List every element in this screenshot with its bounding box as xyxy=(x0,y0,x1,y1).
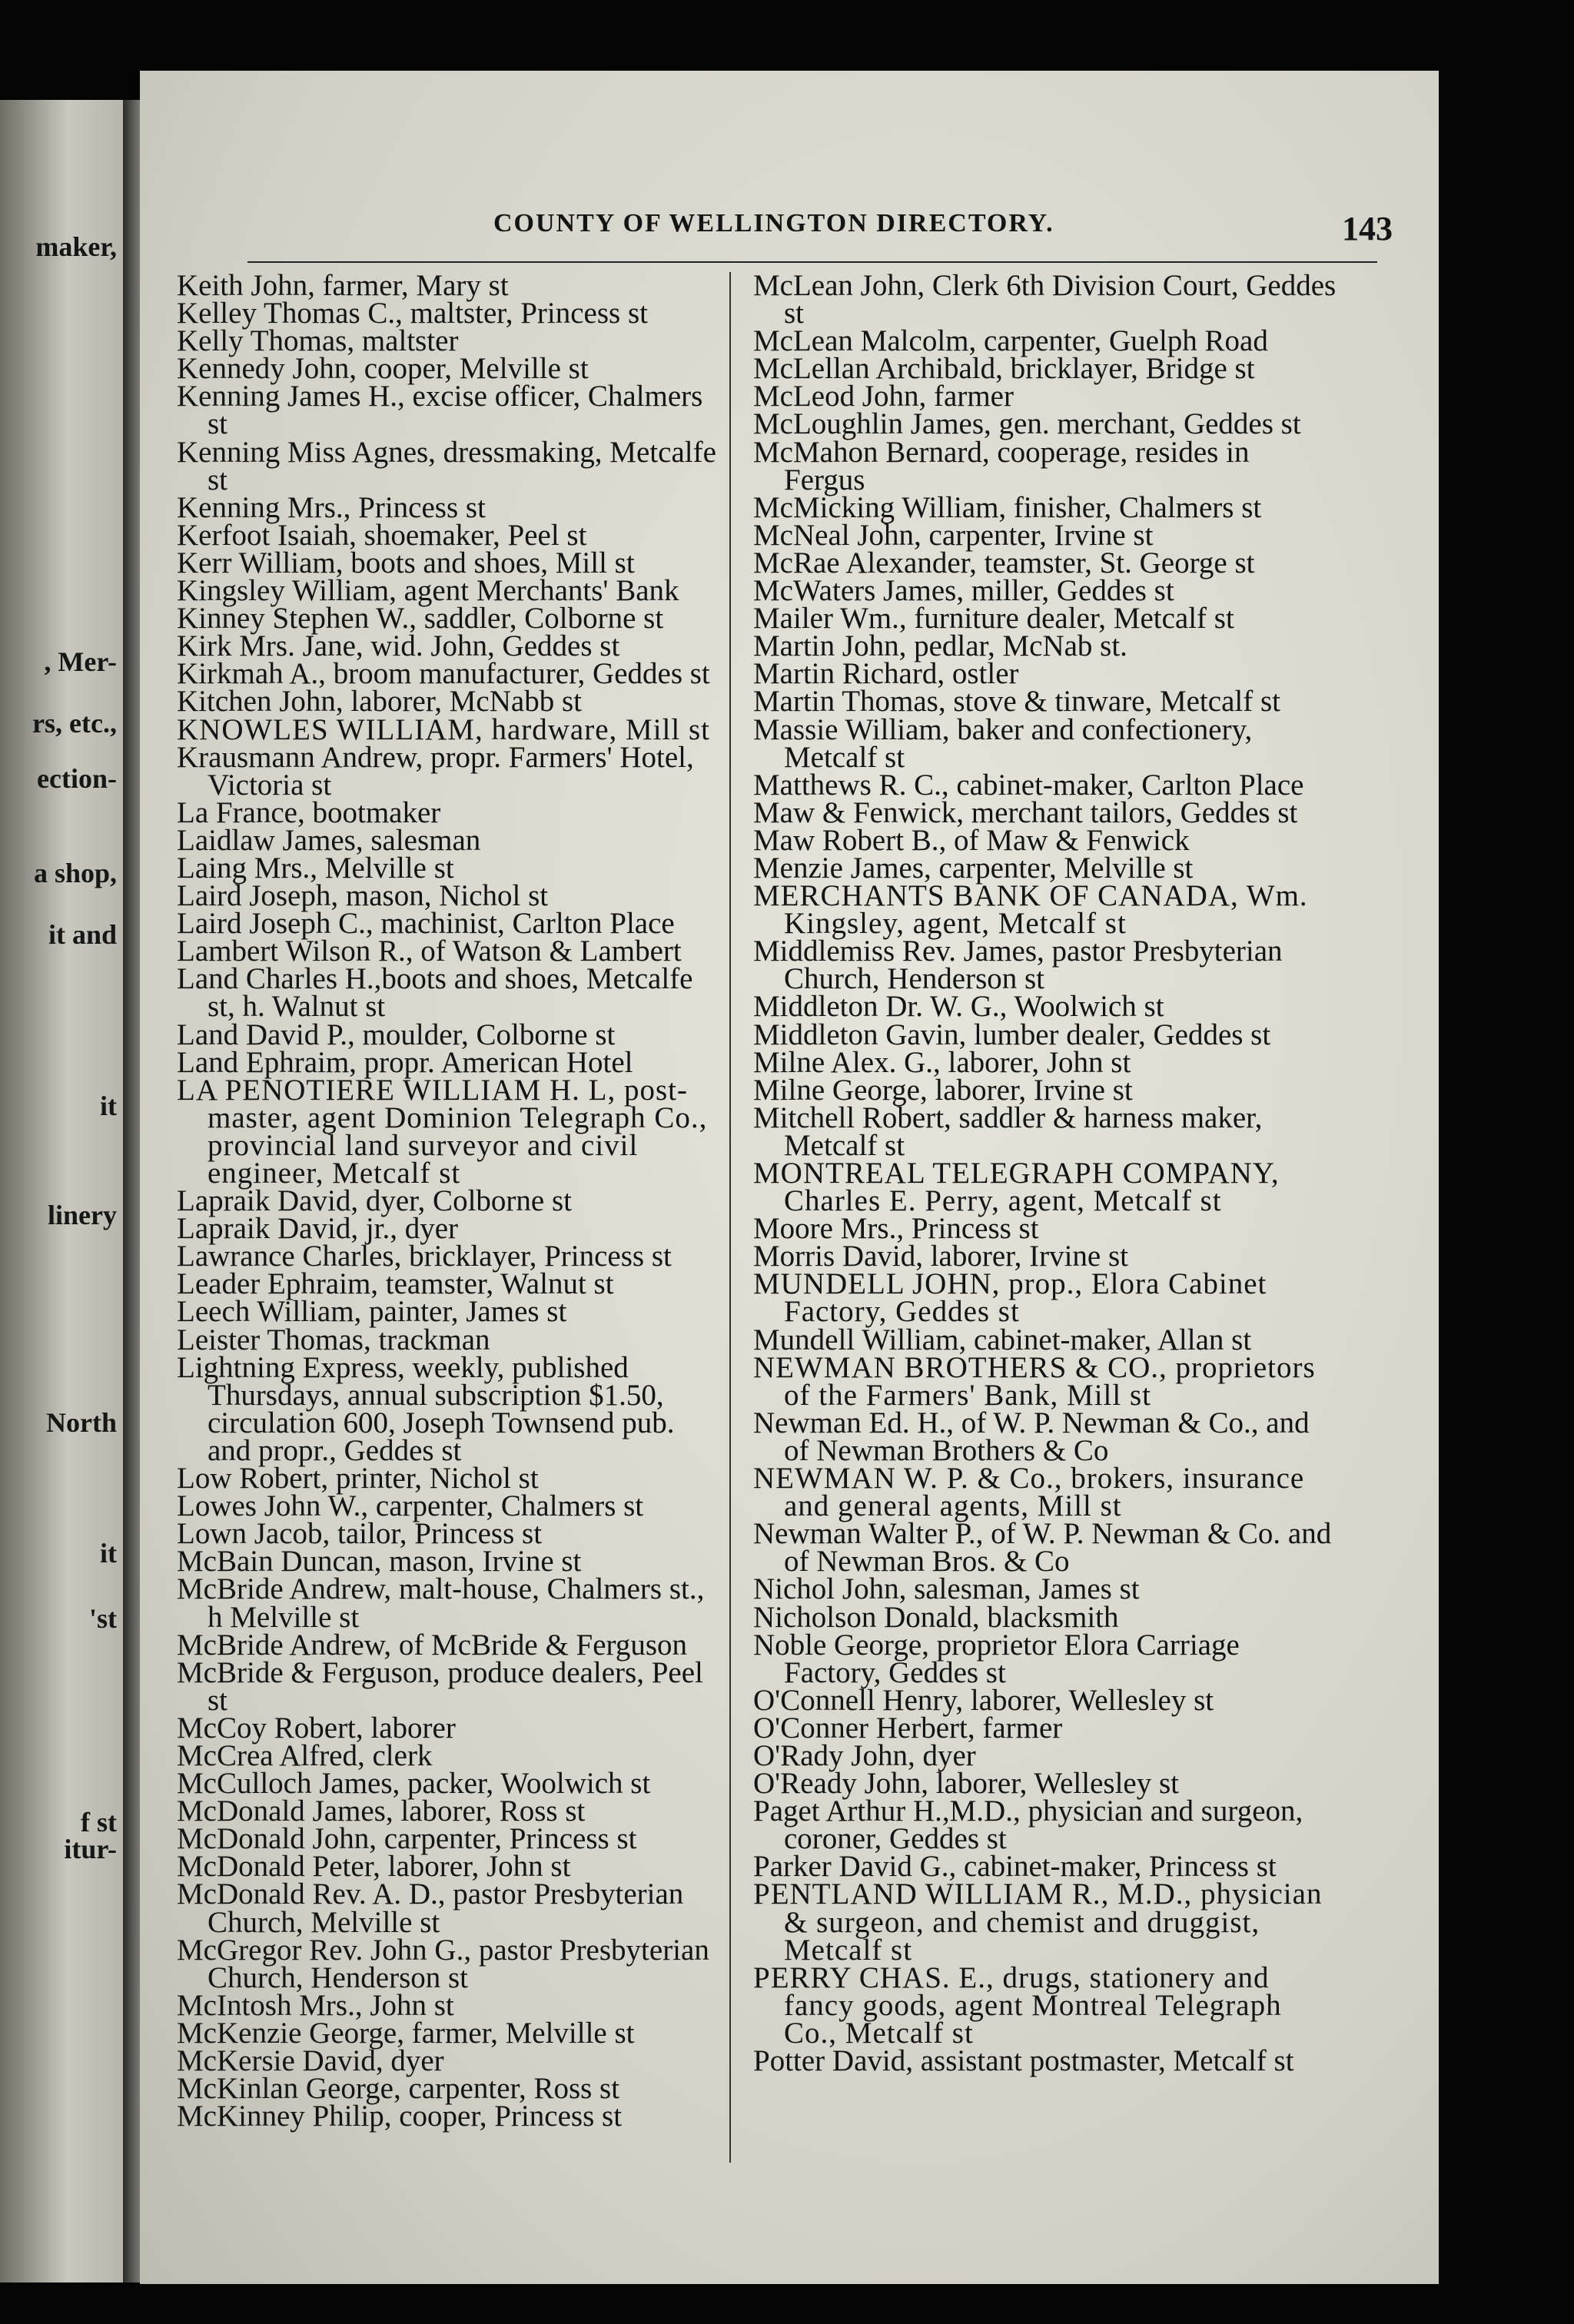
directory-entry: MUNDELL JOHN, prop., Elora Cabinet Factory, Geddes st xyxy=(753,1267,1267,1329)
directory-entry: Lapraik David, dyer, Colborne st xyxy=(177,1184,572,1218)
directory-entry: Middlemiss Rev. James, pastor Presbyterian Church, Henderson st xyxy=(753,935,1283,996)
directory-entry: McIntosh Mrs., John st xyxy=(177,1988,454,2022)
directory-entry: Leader Ephraim, teamster, Walnut st xyxy=(177,1267,614,1301)
directory-entry: Kenning Mrs., Princess st xyxy=(177,490,486,524)
directory-entry: Laidlaw James, salesman xyxy=(177,823,481,857)
directory-entry: Kenning Miss Agnes, dressmaking, Metcalfe st xyxy=(177,435,716,496)
directory-entry: McCoy Robert, laborer xyxy=(177,1711,456,1745)
directory-entry: Middleton Gavin, lumber dealer, Geddes st xyxy=(753,1018,1271,1051)
header-rule xyxy=(247,261,1377,263)
directory-entry: Kelly Thomas, maltster xyxy=(177,324,459,358)
directory-entry: Morris David, laborer, Irvine st xyxy=(753,1240,1128,1273)
page-number: 143 xyxy=(1342,210,1393,247)
directory-entry: O'Conner Herbert, farmer xyxy=(753,1711,1063,1745)
directory-entry: McLoughlin James, gen. merchant, Geddes st xyxy=(753,407,1301,441)
directory-entry: MERCHANTS BANK OF CANADA, Wm. Kingsley, agent, Metcalf st xyxy=(753,879,1308,941)
directory-entry: Kirk Mrs. Jane, wid. John, Geddes st xyxy=(177,629,620,663)
directory-entry: Menzie James, carpenter, Melville st xyxy=(753,851,1194,885)
directory-entry: Lown Jacob, tailor, Princess st xyxy=(177,1517,543,1551)
directory-entry: Moore Mrs., Princess st xyxy=(753,1212,1039,1246)
directory-entry: McCulloch James, packer, Woolwich st xyxy=(177,1767,651,1801)
right-column xyxy=(753,269,1337,2077)
directory-entry: Martin Richard, ostler xyxy=(753,657,1019,691)
prev-page-text: 'st xyxy=(89,1603,117,1634)
directory-entry: McBride Andrew, of McBride & Ferguson xyxy=(177,1628,687,1662)
directory-entry: Martin Thomas, stove & tinware, Metcalf st xyxy=(753,685,1280,719)
directory-entry: Keith John, farmer, Mary st xyxy=(177,269,509,302)
directory-page xyxy=(140,71,1439,2284)
directory-entry: Potter David, assistant postmaster, Metcalf st xyxy=(753,2044,1294,2077)
previous-page-fragment xyxy=(0,100,123,2282)
directory-entry: Paget Arthur H.,M.D., physician and surgeon, coroner, Geddes st xyxy=(753,1794,1303,1856)
directory-entry: PERRY CHAS. E., drugs, stationery and fancy goods, agent Montreal Telegraph Co., Metcalf st xyxy=(753,1960,1282,2050)
book-gutter xyxy=(123,100,140,2282)
directory-entry: McBride Andrew, malt-house, Chalmers st., h Melville st xyxy=(177,1572,705,1634)
directory-entry: Mitchell Robert, saddler & harness maker, Metcalf st xyxy=(753,1101,1263,1162)
directory-entry: Kerfoot Isaiah, shoemaker, Peel st xyxy=(177,518,587,552)
directory-entry: McLean John, Clerk 6th Division Court, Geddes st xyxy=(753,269,1337,330)
directory-entry: McKinney Philip, cooper, Princess st xyxy=(177,2100,623,2133)
directory-entry: NEWMAN W. P. & Co., brokers, insurance and general agents, Mill st xyxy=(753,1462,1305,1523)
directory-entry: Newman Ed. H., of W. P. Newman & Co., and of Newman Brothers & Co xyxy=(753,1406,1310,1467)
directory-entry: LA PENOTIERE WILLIAM H. L, post-master, agent Dominion Telegraph Co., provincial land surveyor and civil engineer, Metcalf st xyxy=(177,1073,708,1190)
directory-entry: McLeod John, farmer xyxy=(753,380,1014,413)
directory-entry: Kitchen John, laborer, McNabb st xyxy=(177,685,582,719)
directory-entry: McBain Duncan, mason, Irvine st xyxy=(177,1545,582,1579)
prev-page-text: itur- xyxy=(64,1834,117,1864)
directory-entry: Land Ephraim, propr. American Hotel xyxy=(177,1045,633,1079)
directory-entry: Kirkmah A., broom manufacturer, Geddes st xyxy=(177,657,710,691)
prev-page-text: ection- xyxy=(37,763,117,794)
directory-entry: McDonald Rev. A. D., pastor Presbyterian Church, Melville st xyxy=(177,1877,684,1939)
directory-entry: McDonald John, carpenter, Princess st xyxy=(177,1822,637,1856)
directory-entry: Kerr William, boots and shoes, Mill st xyxy=(177,546,635,579)
prev-page-text: North xyxy=(46,1407,117,1438)
directory-entry: Kennedy John, cooper, Melville st xyxy=(177,352,589,386)
directory-entry: Leech William, painter, James st xyxy=(177,1295,567,1329)
directory-entry: Milne George, laborer, Irvine st xyxy=(753,1073,1133,1107)
directory-entry: Leister Thomas, trackman xyxy=(177,1323,490,1356)
directory-entry: Maw Robert B., of Maw & Fenwick xyxy=(753,823,1190,857)
directory-entry: Lambert Wilson R., of Watson & Lambert xyxy=(177,935,682,968)
prev-page-text: rs, etc., xyxy=(32,708,117,739)
directory-entry: KNOWLES WILLIAM, hardware, Mill st xyxy=(177,712,710,746)
directory-entry: McDonald Peter, laborer, John st xyxy=(177,1850,571,1884)
directory-entry: Massie William, baker and confectionery, Metcalf st xyxy=(753,712,1253,774)
directory-entry: Parker David G., cabinet-maker, Princess st xyxy=(753,1850,1277,1884)
directory-entry: La France, bootmaker xyxy=(177,795,441,829)
directory-entry: Lapraik David, jr., dyer xyxy=(177,1212,459,1246)
directory-entry: MONTREAL TELEGRAPH COMPANY, Charles E. Perry, agent, Metcalf st xyxy=(753,1157,1280,1218)
page-header xyxy=(140,209,1439,263)
directory-entry: Mailer Wm., furniture dealer, Metcalf st xyxy=(753,602,1234,636)
directory-entry: PENTLAND WILLIAM R., M.D., physician & surgeon, and chemist and druggist, Metcalf st xyxy=(753,1877,1323,1967)
directory-entry: Kelley Thomas C., maltster, Princess st xyxy=(177,297,648,330)
directory-entry: Lawrance Charles, bricklayer, Princess st xyxy=(177,1240,672,1273)
directory-entry: Noble George, proprietor Elora Carriage Factory, Geddes st xyxy=(753,1628,1240,1689)
prev-page-text: f st xyxy=(81,1807,117,1838)
directory-entry: Lowes John W., carpenter, Chalmers st xyxy=(177,1489,644,1523)
directory-entry: Mundell William, cabinet-maker, Allan st xyxy=(753,1323,1252,1356)
directory-entry: Land Charles H.,boots and shoes, Metcalfe st, h. Walnut st xyxy=(177,962,693,1024)
directory-entry: McBride & Ferguson, produce dealers, Peel st xyxy=(177,1655,703,1717)
directory-entry: Low Robert, printer, Nichol st xyxy=(177,1462,539,1496)
directory-entry: Middleton Dr. W. G., Woolwich st xyxy=(753,990,1164,1024)
directory-entry: Kenning James H., excise officer, Chalmers st xyxy=(177,380,703,441)
left-column xyxy=(177,269,719,2133)
prev-page-text: , Mer- xyxy=(44,646,117,677)
directory-entry: McMicking William, finisher, Chalmers st xyxy=(753,490,1262,524)
column-divider xyxy=(729,272,731,2163)
directory-entry: McKenzie George, farmer, Melville st xyxy=(177,2016,635,2050)
prev-page-text: it xyxy=(100,1538,117,1569)
directory-entry: NEWMAN BROTHERS & CO., proprietors of the Farmers' Bank, Mill st xyxy=(753,1350,1316,1412)
directory-entry: O'Rady John, dyer xyxy=(753,1738,976,1772)
directory-entry: Matthews R. C., cabinet-maker, Carlton Place xyxy=(753,768,1304,802)
directory-entry: Land David P., moulder, Colborne st xyxy=(177,1018,616,1051)
directory-entry: Kingsley William, agent Merchants' Bank xyxy=(177,574,679,608)
directory-entry: Laird Joseph C., machinist, Carlton Place xyxy=(177,907,675,941)
directory-entry: Nichol John, salesman, James st xyxy=(753,1572,1140,1606)
directory-entry: Martin John, pedlar, McNab st. xyxy=(753,629,1127,663)
directory-entry: O'Ready John, laborer, Wellesley st xyxy=(753,1767,1179,1801)
directory-entry: McWaters James, miller, Geddes st xyxy=(753,574,1174,608)
directory-entry: McKinlan George, carpenter, Ross st xyxy=(177,2072,620,2106)
directory-entry: McMahon Bernard, cooperage, resides in Fergus xyxy=(753,435,1250,496)
directory-entry: McLellan Archibald, bricklayer, Bridge st xyxy=(753,352,1255,386)
directory-entry: McLean Malcolm, carpenter, Guelph Road xyxy=(753,324,1268,358)
directory-entry: McCrea Alfred, clerk xyxy=(177,1738,433,1772)
directory-entry: Laing Mrs., Melville st xyxy=(177,851,454,885)
directory-entry: Laird Joseph, mason, Nichol st xyxy=(177,879,549,913)
directory-entry: Lightning Express, weekly, published Thursdays, annual subscription $1.50, circulation 600, Joseph Townsend pub. and propr., Geddes st xyxy=(177,1350,675,1467)
directory-entry: McNeal John, carpenter, Irvine st xyxy=(753,518,1154,552)
directory-entry: O'Connell Henry, laborer, Wellesley st xyxy=(753,1683,1214,1717)
directory-entry: Nicholson Donald, blacksmith xyxy=(753,1600,1119,1634)
directory-entry: McKersie David, dyer xyxy=(177,2044,444,2077)
directory-entry: Newman Walter P., of W. P. Newman & Co. and of Newman Bros. & Co xyxy=(753,1517,1332,1579)
prev-page-text: linery xyxy=(48,1200,117,1230)
directory-entry: Maw & Fenwick, merchant tailors, Geddes st xyxy=(753,795,1298,829)
prev-page-text: it and xyxy=(48,919,117,950)
directory-entry: Kinney Stephen W., saddler, Colborne st xyxy=(177,602,664,636)
directory-entry: Milne Alex. G., laborer, John st xyxy=(753,1045,1131,1079)
running-title: COUNTY OF WELLINGTON DIRECTORY. xyxy=(493,209,1054,237)
prev-page-text: a shop, xyxy=(33,858,117,888)
prev-page-text: maker, xyxy=(35,231,117,262)
directory-entry: McDonald James, laborer, Ross st xyxy=(177,1794,586,1828)
directory-entry: McRae Alexander, teamster, St. George st xyxy=(753,546,1255,579)
prev-page-text: it xyxy=(100,1091,117,1121)
directory-entry: Krausmann Andrew, propr. Farmers' Hotel, Victoria st xyxy=(177,740,694,802)
directory-entry: McGregor Rev. John G., pastor Presbyterian Church, Henderson st xyxy=(177,1933,709,1994)
